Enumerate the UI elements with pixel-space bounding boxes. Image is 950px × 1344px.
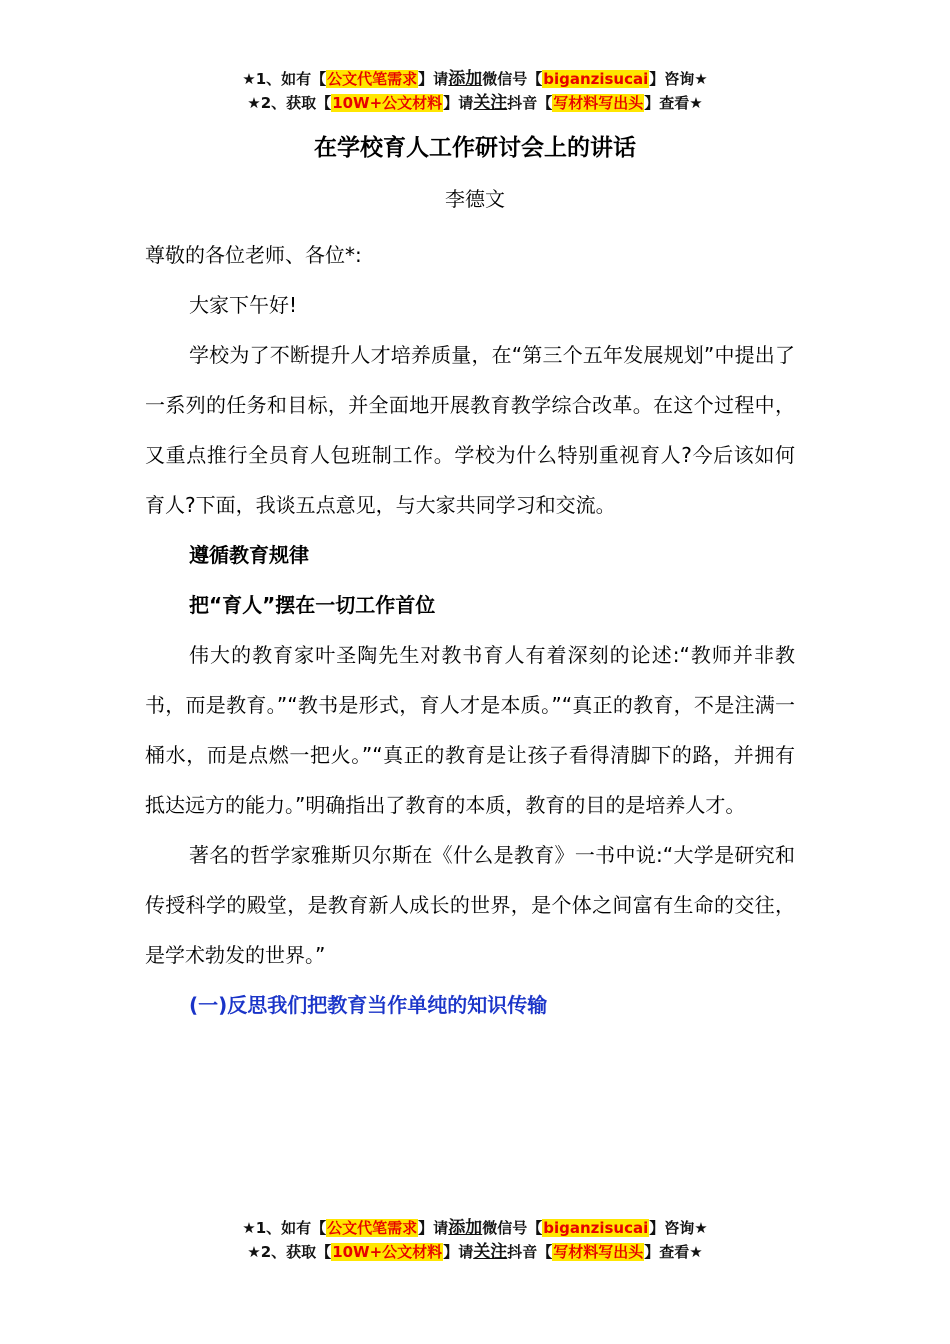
salutation: 尊敬的各位老师、各位*: — [145, 243, 362, 267]
banner-line-2: ★2、获取【10W+公文材料】请关注抖音【写材料写出头】查看★ — [247, 93, 703, 113]
greeting: 大家下午好! — [189, 293, 298, 317]
document-body — [145, 230, 795, 1030]
paragraph-1: 学校为了不断提升人才培养质量，在“第三个五年发展规划”中提出了一系列的任务和目标，并全面地开展教育教学综合改革。在这个过程中，又重点推行全员育人包班制工作。学校为什么特别重视育人?今后该如何育人?下面，我谈五点意见，与大家共同学习和交流。 — [145, 343, 795, 517]
document-author: 李德文 — [445, 187, 505, 211]
footer-banner — [0, 1216, 950, 1264]
highlight-service: 公文代笔需求 — [327, 70, 418, 88]
banner-line-1: ★1、如有【公文代笔需求】请添加微信号【biganzisucai】咨询★ — [242, 69, 708, 89]
header-banner — [0, 67, 950, 115]
subheading-1: (一)反思我们把教育当作单纯的知识传输 — [189, 993, 548, 1017]
document-title: 在学校育人工作研讨会上的讲话 — [314, 135, 636, 161]
heading-2: 把“育人”摆在一切工作首位 — [189, 593, 436, 617]
highlight-douyin: 写材料写出头 — [553, 94, 644, 112]
heading-1: 遵循教育规律 — [189, 543, 309, 567]
footer-highlight-materials: 10W+公文材料 — [332, 1243, 443, 1261]
footer-line-2: ★2、获取【10W+公文材料】请关注抖音【写材料写出头】查看★ — [247, 1242, 703, 1262]
footer-highlight-service: 公文代笔需求 — [327, 1219, 418, 1237]
paragraph-3: 著名的哲学家雅斯贝尔斯在《什么是教育》一书中说:“大学是研究和传授科学的殿堂，是教育新人成长的世界，是个体之间富有生命的交往，是学术勃发的世界。” — [145, 843, 795, 967]
highlight-wechat-id: biganzisucai — [543, 70, 649, 88]
footer-highlight-douyin: 写材料写出头 — [553, 1243, 644, 1261]
footer-highlight-wechat-id: biganzisucai — [543, 1219, 649, 1237]
highlight-materials: 10W+公文材料 — [332, 94, 443, 112]
footer-line-1: ★1、如有【公文代笔需求】请添加微信号【biganzisucai】咨询★ — [242, 1218, 708, 1238]
paragraph-2: 伟大的教育家叶圣陶先生对教书育人有着深刻的论述:“教师并非教书，而是教育。”“教书是形式，育人才是本质。”“真正的教育，不是注满一桶水，而是点燃一把火。”“真正的教育是让孩子看得清脚下的路，并拥有抵达远方的能力。”明确指出了教育的本质，教育的目的是培养人才。 — [145, 643, 795, 817]
